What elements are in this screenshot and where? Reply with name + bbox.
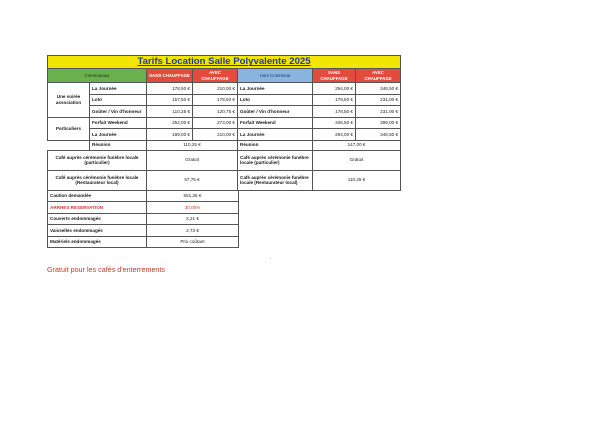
- price-avec-right: 399,00 €: [356, 117, 401, 129]
- price-avec-left: 120,75 €: [193, 106, 238, 118]
- price-avec-left: 273,00 €: [193, 117, 238, 129]
- tariff-sheet: [47, 55, 400, 248]
- price-avec-right: 346,50 €: [356, 129, 401, 141]
- price-sans-right: 178,50 €: [313, 94, 356, 106]
- cafe-restaurateur-value-left: 57,75 €: [147, 170, 238, 190]
- cafe-particulier-value-left: Gratuit: [147, 150, 238, 170]
- cafe-restaurateur-label-left: Café auprès cérémonie funèbre locale (Restaurateur local): [48, 170, 147, 190]
- arrhes-label: ARRHES RESERVATION: [48, 202, 147, 214]
- cafe-particulier-value-right: Gratuit: [313, 150, 401, 170]
- table-row: [48, 106, 401, 118]
- row-label-right: Goûter / Vin d'honneur: [238, 106, 313, 118]
- row-label-left: La Journée: [90, 83, 147, 95]
- page-title: Tarifs Location Salle Polyvalente 2025: [48, 56, 401, 69]
- price-avec-left: 210,00 €: [193, 83, 238, 95]
- extras-row: [48, 225, 239, 237]
- communaux-header: Communaux: [48, 69, 147, 83]
- table-row: [48, 129, 401, 141]
- extras-value: 551,25 €: [147, 191, 239, 202]
- price-sans-right: 294,00 €: [313, 129, 356, 141]
- sans-chauffage-header-left: SANS CHAUFFAGE: [147, 69, 193, 83]
- cafe-particulier-label-right: Café auprès cérémonie funèbre locale (particulier): [238, 150, 313, 170]
- cafe-particulier-row: [48, 150, 401, 170]
- table-row: [48, 83, 401, 95]
- price-sans-left: 157,50 €: [147, 94, 193, 106]
- row-label-right: Forfait Weekend: [238, 117, 313, 129]
- extras-label: Vaisselles endommagés: [48, 225, 147, 237]
- table-row: [48, 117, 401, 129]
- header-row: [48, 69, 401, 83]
- group-soiree: Une soirée association: [48, 83, 90, 118]
- scan-speck: [270, 258, 271, 259]
- tariff-table: [47, 55, 401, 191]
- extras-value: Prix coûtant: [147, 236, 239, 248]
- extras-label: Couverts endommagés: [48, 213, 147, 225]
- title-row: [48, 56, 401, 69]
- row-label-right: La Journée: [238, 83, 313, 95]
- extras-label: Matériels endommagés: [48, 236, 147, 248]
- row-label-left: Loto: [90, 94, 147, 106]
- group-particuliers: Particuliers: [48, 117, 90, 140]
- price-sans-right: 178,50 €: [313, 106, 356, 118]
- cafe-restaurateur-row: [48, 170, 401, 190]
- price-avec-right: 346,50 €: [356, 83, 401, 95]
- row-label-right: Loto: [238, 94, 313, 106]
- spacer: [48, 140, 90, 150]
- row-label-left: La Journée: [90, 129, 147, 141]
- extras-value: 2,73 €: [147, 225, 239, 237]
- price-sans-right: 346,50 €: [313, 117, 356, 129]
- price-avec-left: 178,50 €: [193, 94, 238, 106]
- reunion-value-right: 147,00 €: [313, 140, 401, 150]
- hors-commune-header: Hors Commune: [238, 69, 313, 83]
- price-sans-left: 189,00 €: [147, 129, 193, 141]
- sans-chauffage-header-right: SANS CHAUFFAGE: [313, 69, 356, 83]
- extras-value: 2,21 €: [147, 213, 239, 225]
- cafe-restaurateur-label-right: Café auprès cérémonie funèbre locale (Restaurateur local): [238, 170, 313, 190]
- extras-row: [48, 191, 239, 202]
- price-avec-right: 231,00 €: [356, 94, 401, 106]
- reunion-label-right: Réunion: [238, 140, 313, 150]
- extras-row: [48, 202, 239, 214]
- cafe-particulier-label-left: Café auprès cérémonie funèbre locale (particulier): [48, 150, 147, 170]
- extras-row: [48, 213, 239, 225]
- table-row: [48, 94, 401, 106]
- row-label-right: La Journée: [238, 129, 313, 141]
- cafe-restaurateur-value-right: 110,25 €: [313, 170, 401, 190]
- extras-label: Caution demandée: [48, 191, 147, 202]
- extras-row: [48, 236, 239, 248]
- reunion-label-left: Réunion: [90, 140, 147, 150]
- price-avec-left: 210,00 €: [193, 129, 238, 141]
- price-sans-left: 110,25 €: [147, 106, 193, 118]
- arrhes-value: 30,00%: [147, 202, 239, 214]
- avec-chauffage-header-right: AVEC CHAUFFAGE: [356, 69, 401, 83]
- footnote: Gratuit pour les cafés d'enterrements: [47, 265, 166, 274]
- reunion-row: [48, 140, 401, 150]
- avec-chauffage-header-left: AVEC CHAUFFAGE: [193, 69, 238, 83]
- price-sans-right: 294,00 €: [313, 83, 356, 95]
- extras-table: [47, 191, 239, 249]
- price-sans-left: 178,50 €: [147, 83, 193, 95]
- row-label-left: Forfait Weekend: [90, 117, 147, 129]
- reunion-value-left: 110,25 €: [147, 140, 238, 150]
- row-label-left: Goûter / Vin d'honneur: [90, 106, 147, 118]
- price-sans-left: 252,00 €: [147, 117, 193, 129]
- price-avec-right: 231,00 €: [356, 106, 401, 118]
